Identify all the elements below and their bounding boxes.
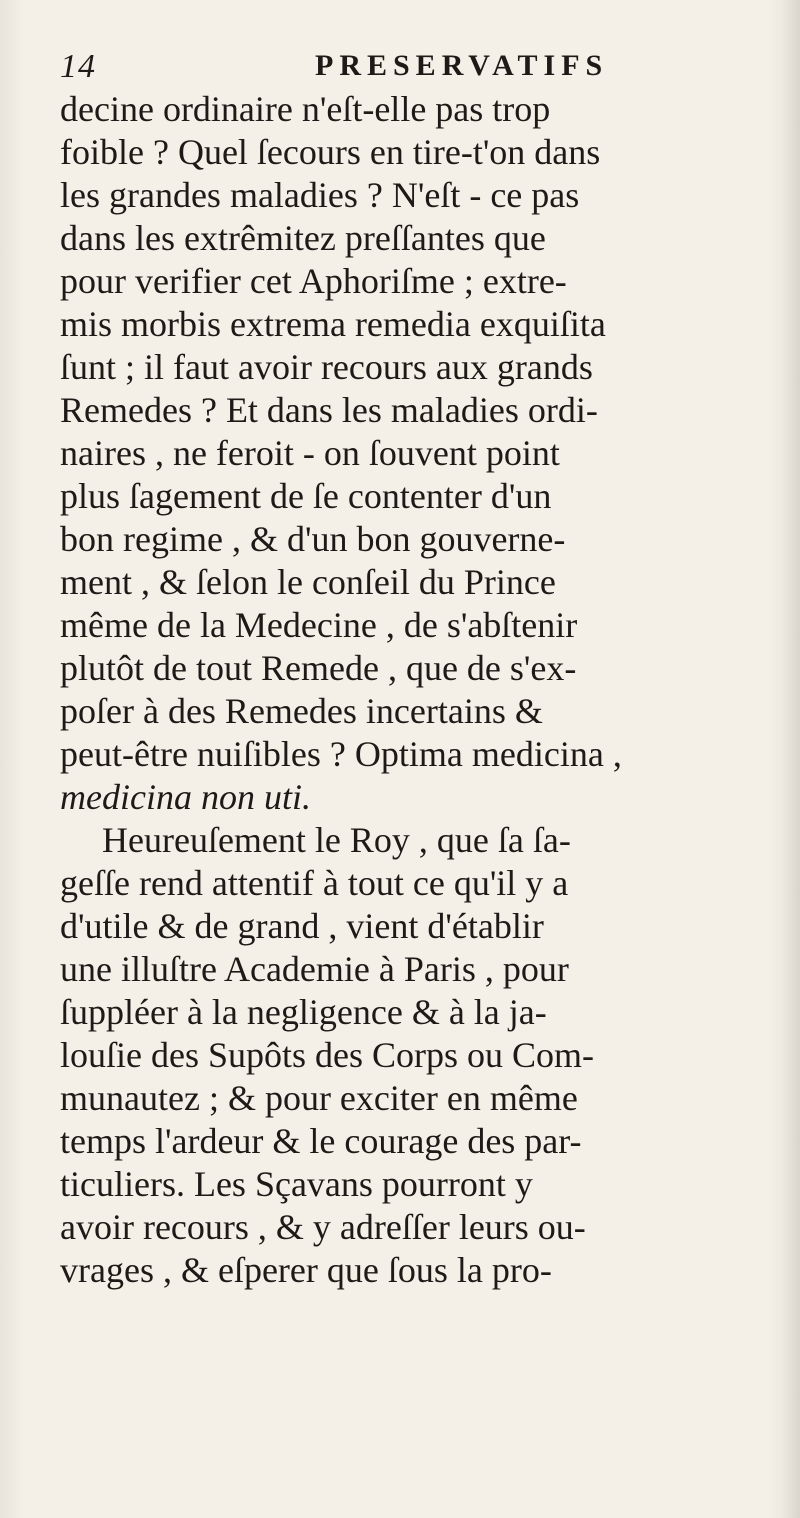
text-line: même de la Medecine , de s'abſtenir xyxy=(60,605,578,645)
text-line: avoir recours , & y adreſſer leurs ou- xyxy=(60,1207,586,1247)
text-line: vrages , & eſperer que ſous la pro- xyxy=(60,1250,552,1290)
text-line: munautez ; & pour exciter en même xyxy=(60,1078,578,1118)
paragraph-start-line: Heureuſement le Roy , que ſa ſa- xyxy=(102,820,571,860)
text-line: ſunt ; il faut avoir recours aux grands xyxy=(60,347,593,387)
text-line: dans les extrêmitez preſſantes que xyxy=(60,218,546,258)
text-line: peut-être nuiſibles ? Optima medicina , xyxy=(60,734,622,774)
text-line: ticuliers. Les Sçavans pourront y xyxy=(60,1164,533,1204)
page-header xyxy=(60,44,750,92)
body-text xyxy=(60,88,750,1292)
text-line: bon regime , & d'un bon gouverne- xyxy=(60,519,566,559)
running-head: PRESERVATIFS xyxy=(315,49,609,82)
text-line: pour verifier cet Aphoriſme ; extre- xyxy=(60,261,567,301)
text-line: une illuſtre Academie à Paris , pour xyxy=(60,949,569,989)
text-line: plus ſagement de ſe contenter d'un xyxy=(60,476,552,516)
text-line: louſie des Supôts des Corps ou Com- xyxy=(60,1035,595,1075)
page-number: 14 xyxy=(60,48,96,85)
text-line: geſſe rend attentif à tout ce qu'il y a xyxy=(60,863,569,903)
text-line-italic: medicina non uti. xyxy=(60,777,311,817)
text-line: ment , & ſelon le conſeil du Prince xyxy=(60,562,556,602)
text-line: ſuppléer à la negligence & à la ja- xyxy=(60,992,547,1032)
text-line: naires , ne feroit - on ſouvent point xyxy=(60,433,560,473)
text-line: decine ordinaire n'eſt-elle pas trop xyxy=(60,89,551,129)
text-line: Remedes ? Et dans les maladies ordi- xyxy=(60,390,598,430)
page-edge-shadow xyxy=(782,0,800,1518)
text-line: les grandes maladies ? N'eſt - ce pas xyxy=(60,175,580,215)
text-line: plutôt de tout Remede , que de s'ex- xyxy=(60,648,577,688)
text-line-italic: mis morbis extrema remedia exquiſita xyxy=(60,304,606,344)
text-line: poſer à des Remedes incertains & xyxy=(60,691,543,731)
text-line: d'utile & de grand , vient d'établir xyxy=(60,906,544,946)
text-line: temps l'ardeur & le courage des par- xyxy=(60,1121,582,1161)
text-line: foible ? Quel ſecours en tire-t'on dans xyxy=(60,132,601,172)
